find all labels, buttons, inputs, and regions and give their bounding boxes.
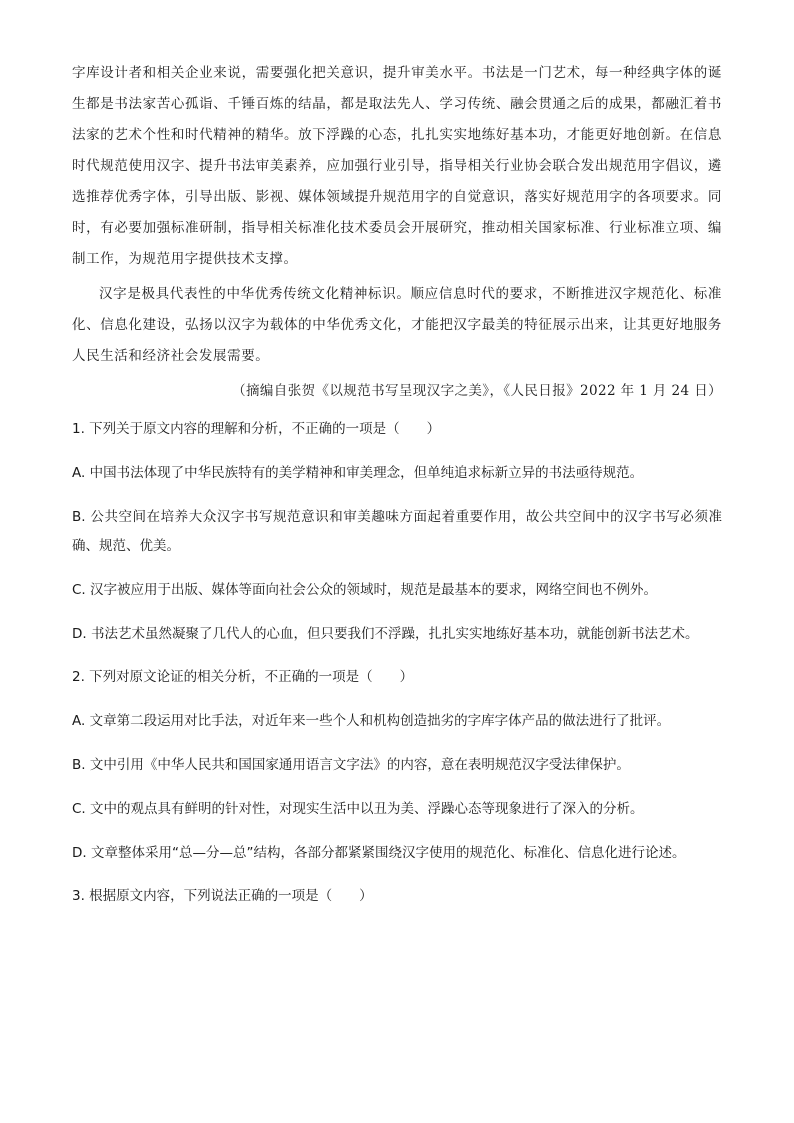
question-1-option-c: C. 汉字被应用于出版、媒体等面向社会公众的领域时，规范是最基本的要求，网络空间也不例外。 — [72, 582, 658, 598]
question-3-stem: 3. 根据原文内容，下列说法正确的一项是（ ） — [72, 888, 373, 904]
reading-passage — [72, 58, 722, 407]
exam-page — [72, 58, 722, 911]
passage-source-citation: （摘编自张贺《以规范书写呈现汉字之美》，《人民日报》2022 年 1 月 24 日） — [232, 383, 722, 399]
question-1 — [72, 415, 722, 649]
question-list — [72, 415, 722, 911]
question-1-option-a: A. 中国书法体现了中华民族特有的美学精神和审美理念，但单纯追求标新立异的书法亟待规范。 — [72, 465, 644, 481]
question-1-stem: 1. 下列关于原文内容的理解和分析，不正确的一项是（ ） — [72, 421, 441, 437]
question-2-option-b: B. 文中引用《中华人民共和国国家通用语言文字法》的内容，意在表明规范汉字受法律保护。 — [72, 757, 630, 773]
question-1-option-d: D. 书法艺术虽然凝聚了几代人的心血，但只要我们不浮躁，扎扎实实地练好基本功，就能创新书法艺术。 — [72, 626, 699, 642]
question-2-option-d: D. 文章整体采用“总—分—总”结构，各部分都紧紧围绕汉字使用的规范化、标准化、信息化进行论述。 — [72, 845, 686, 861]
question-3 — [72, 882, 722, 911]
question-2-stem: 2. 下列对原文论证的相关分析，不正确的一项是（ ） — [72, 669, 414, 685]
question-1-option-b: B. 公共空间在培养大众汉字书写规范意识和审美趣味方面起着重要作用，故公共空间中的汉字书写必须准确、规范、优美。 — [72, 509, 722, 554]
question-2-option-a: A. 文章第二段运用对比手法，对近年来一些个人和机构创造拙劣的字库字体产品的做法进行了批评。 — [72, 713, 671, 729]
question-2 — [72, 663, 722, 868]
passage-paragraph-1: 字库设计者和相关企业来说，需要强化把关意识，提升审美水平。书法是一门艺术，每一种经典字体的诞生都是书法家苦心孤诣、千锤百炼的结晶，都是取法先人、学习传统、融会贯通之后的成果，都融汇着书法家的艺术个性和时代精神的精华。放下浮躁的心态，扎扎实实地练好基本功，才能更好地创新。在信息时代规范使用汉字、提升书法审美素养，应加强行业引导，指导相关行业协会联合发出规范用字倡议，遴选推荐优秀字体，引导出版、影视、媒体领域提升规范用字的自觉意识，落实好规范用字的各项要求。同时，有必要加强标准研制，指导相关标准化技术委员会开展研究，推动相关国家标准、行业标准立项、编制工作，为规范用字提供技术支撑。 — [72, 65, 722, 267]
question-2-option-c: C. 文中的观点具有鲜明的针对性，对现实生活中以丑为美、浮躁心态等现象进行了深入的分析。 — [72, 801, 644, 817]
passage-paragraph-2: 汉字是极具代表性的中华优秀传统文化精神标识。顺应信息时代的要求，不断推进汉字规范化、标准化、信息化建设，弘扬以汉字为载体的中华优秀文化，才能把汉字最美的特征展示出来，让其更好地服务人民生活和经济社会发展需要。 — [72, 286, 722, 364]
